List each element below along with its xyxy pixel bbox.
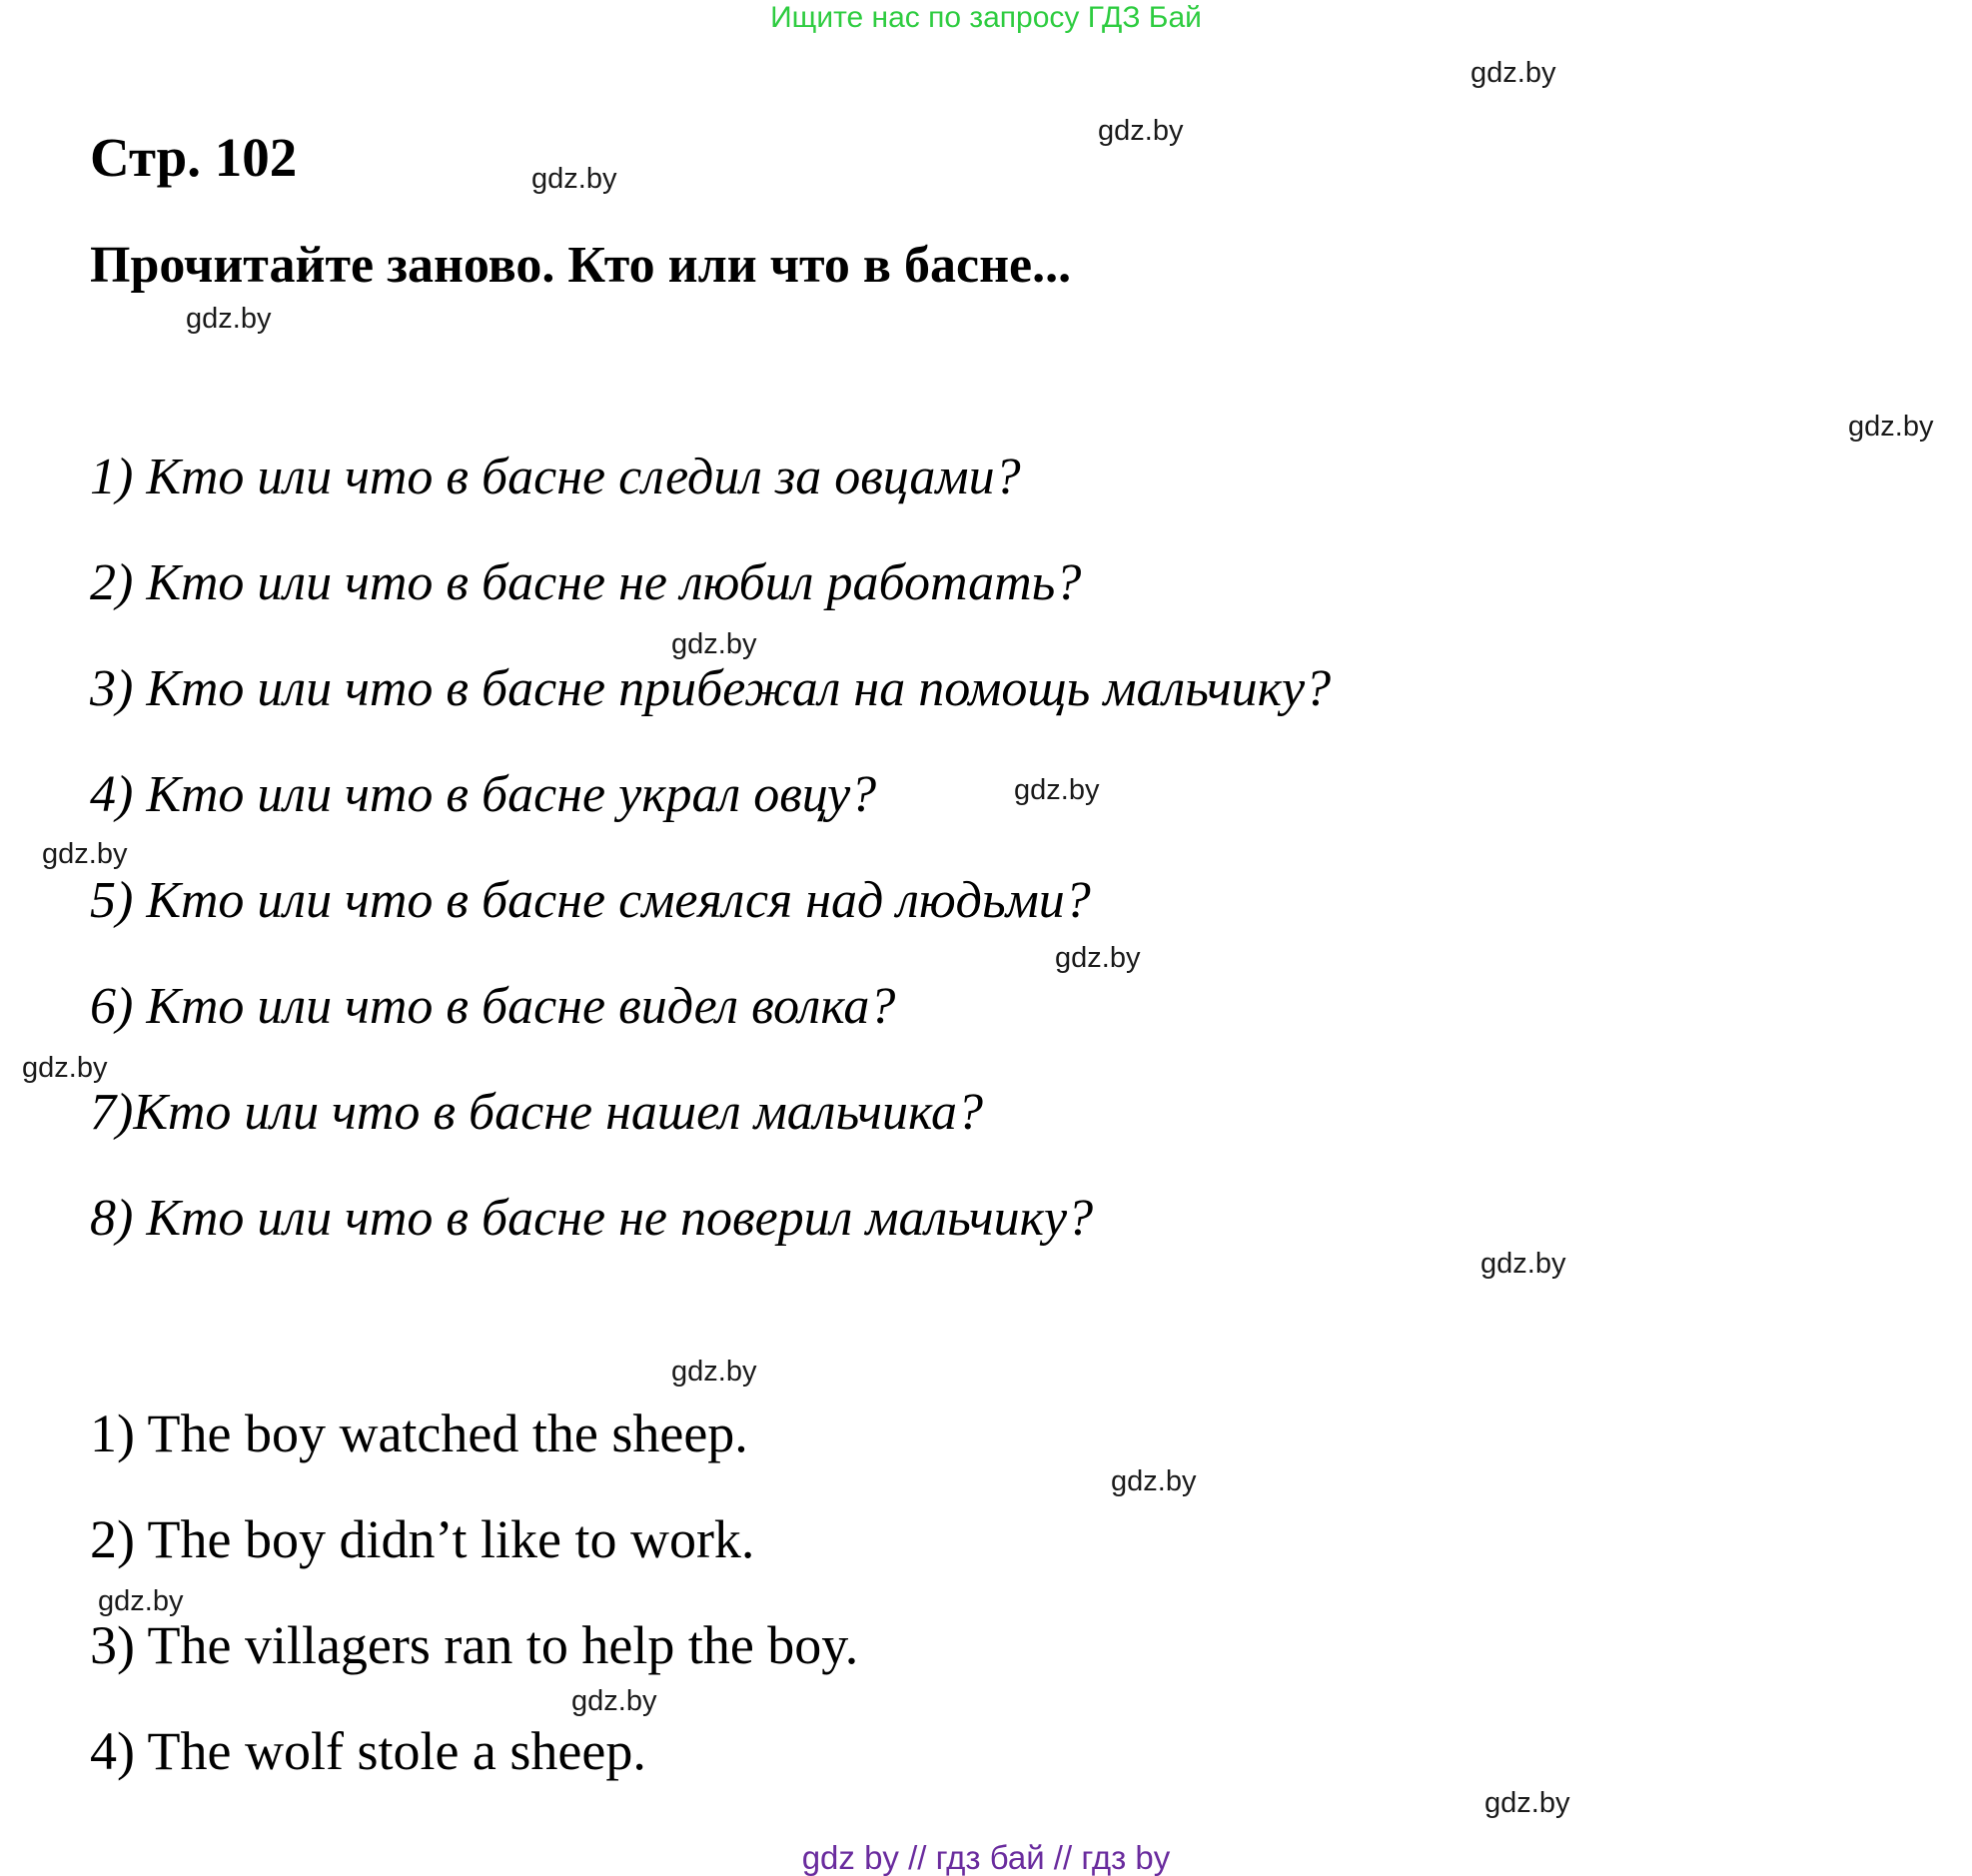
watermark: gdz.by xyxy=(186,303,272,335)
question-item: 8) Кто или что в басне не поверил мальчику? xyxy=(90,1190,1094,1247)
watermark: gdz.by xyxy=(1480,1248,1566,1280)
watermark: gdz.by xyxy=(1055,942,1141,974)
watermark: gdz.by xyxy=(671,1356,757,1388)
watermark: gdz.by xyxy=(1014,774,1100,806)
answer-item: 1) The boy watched the sheep. xyxy=(90,1404,748,1463)
answer-item: 4) The wolf stole a sheep. xyxy=(90,1721,646,1781)
watermark: gdz.by xyxy=(1111,1465,1197,1497)
answer-item: 3) The villagers ran to help the boy. xyxy=(90,1615,859,1675)
question-item: 2) Кто или что в басне не любил работать? xyxy=(90,554,1082,611)
watermark: gdz.by xyxy=(1471,57,1556,89)
question-item: 6) Кто или что в басне видел волка? xyxy=(90,978,896,1035)
watermark: gdz.by xyxy=(1848,411,1934,443)
question-item: 1) Кто или что в басне следил за овцами? xyxy=(90,449,1021,505)
page-title: Стр. 102 xyxy=(90,127,298,188)
watermark: gdz.by xyxy=(22,1052,108,1084)
footer-links: gdz by // гдз бай // гдз by xyxy=(801,1839,1171,1876)
task-heading: Прочитайте заново. Кто или что в басне... xyxy=(90,237,1072,294)
watermark: gdz.by xyxy=(1098,115,1184,147)
watermark: gdz.by xyxy=(571,1685,657,1717)
watermark: gdz.by xyxy=(42,838,128,870)
watermark: gdz.by xyxy=(1484,1787,1570,1819)
watermark: gdz.by xyxy=(531,163,617,195)
answer-item: 2) The boy didn’t like to work. xyxy=(90,1509,755,1569)
question-item: 5) Кто или что в басне смеялся над людьми? xyxy=(90,872,1091,929)
question-item: 3) Кто или что в басне прибежал на помощь мальчику? xyxy=(90,660,1332,717)
watermark: gdz.by xyxy=(671,628,757,660)
question-item: 4) Кто или что в басне украл овцу? xyxy=(90,766,877,823)
question-item: 7)Кто или что в басне нашел мальчика? xyxy=(90,1084,984,1141)
watermark: gdz.by xyxy=(98,1585,184,1617)
search-banner: Ищите нас по запросу ГДЗ Бай xyxy=(770,1,1202,34)
